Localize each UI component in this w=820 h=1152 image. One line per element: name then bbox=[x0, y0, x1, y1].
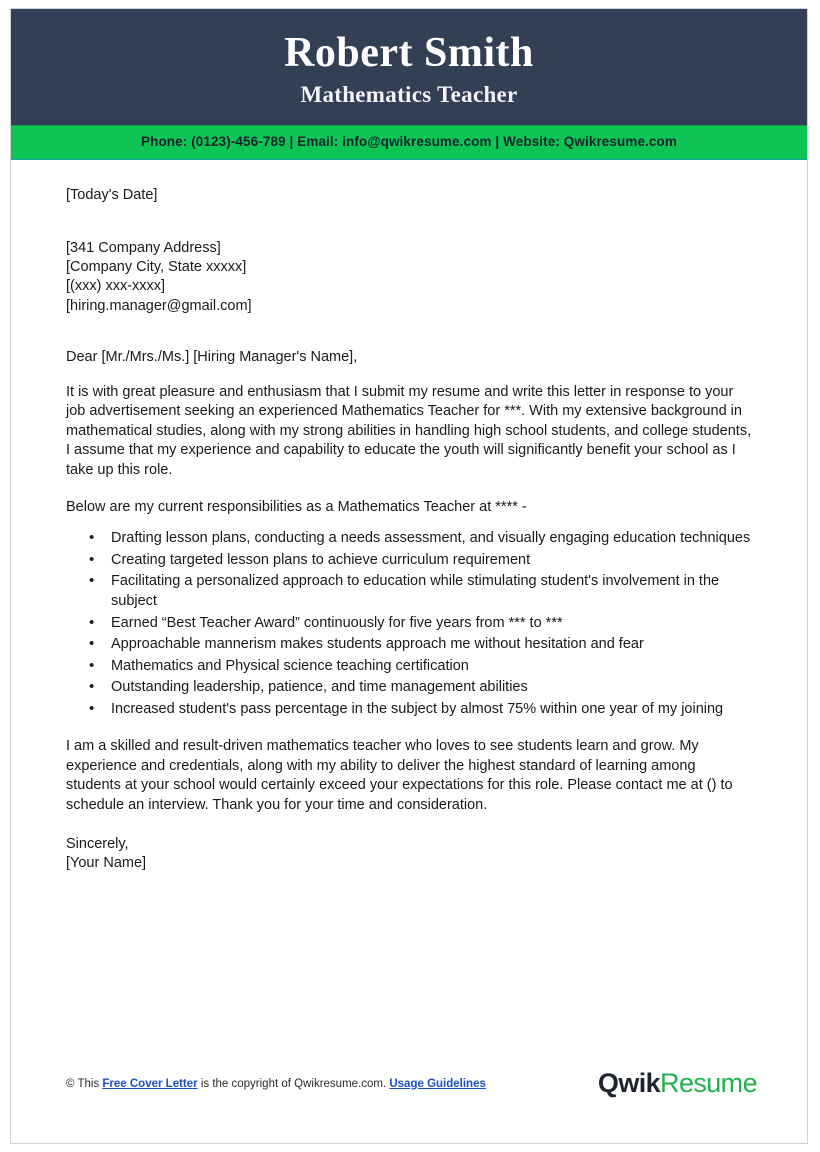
page-footer bbox=[11, 1068, 807, 1099]
list-item: • Creating targeted lesson plans to achieve curriculum requirement bbox=[111, 551, 752, 571]
applicant-job-title: Mathematics Teacher bbox=[300, 82, 518, 108]
recipient-street: [341 Company Address] bbox=[66, 239, 221, 256]
recipient-email: [hiring.manager@gmail.com] bbox=[66, 297, 252, 314]
opening-paragraph: It is with great pleasure and enthusiasm that I submit my resume and write this letter in response to your job advertisement seeking an experienced Mathematics Teacher for ***. With my extensive background in mathematical studies, along with my strong abilities in handling high school students, and college students, I assume that my experience and capability to educate the youth will significantly benefit your school as I take up this role. bbox=[66, 384, 752, 478]
qwikresume-logo bbox=[598, 1068, 757, 1099]
letter-body bbox=[11, 160, 807, 874]
signature-name: [Your Name] bbox=[66, 855, 147, 872]
letter-date: [Today's Date] bbox=[66, 186, 158, 203]
responsibilities-list bbox=[66, 529, 752, 719]
list-item: • Increased student's pass percentage in the subject by almost 75% within one year of my joining bbox=[111, 700, 752, 720]
closing-paragraph: I am a skilled and result-driven mathematics teacher who loves to see students learn and grow. My experience and credentials, along with my ability to deliver the highest standard of learning among students at your school would certainly exceed your expectations for this role. Please contact me at () to schedule an interview. Thank you for your time and consideration. bbox=[66, 738, 733, 813]
list-item: • Mathematics and Physical science teaching certification bbox=[111, 657, 752, 677]
copyright-notice bbox=[66, 1078, 486, 1090]
usage-guidelines-link[interactable]: Usage Guidelines bbox=[389, 1077, 486, 1090]
salutation: Dear [Mr./Mrs./Ms.] [Hiring Manager's Name], bbox=[66, 348, 358, 365]
copyright-prefix: © This bbox=[66, 1077, 103, 1090]
responsibilities-intro: Below are my current responsibilities as a Mathematics Teacher at **** - bbox=[66, 499, 527, 516]
list-item: • Facilitating a personalized approach to education while stimulating student's involvement in the subject bbox=[111, 572, 752, 611]
copyright-middle: is the copyright of Qwikresume.com. bbox=[197, 1077, 390, 1090]
list-item: • Outstanding leadership, patience, and time management abilities bbox=[111, 678, 752, 698]
header-banner bbox=[11, 9, 807, 125]
list-item: • Earned “Best Teacher Award” continuously for five years from *** to *** bbox=[111, 614, 752, 634]
free-cover-letter-link[interactable]: Free Cover Letter bbox=[102, 1077, 198, 1090]
contact-banner bbox=[11, 125, 807, 160]
cover-letter-page bbox=[10, 8, 808, 1144]
applicant-name: Robert Smith bbox=[284, 30, 534, 76]
list-item: • Drafting lesson plans, conducting a needs assessment, and visually engaging education techniques bbox=[111, 529, 752, 549]
recipient-city-state: [Company City, State xxxxx] bbox=[66, 259, 247, 276]
recipient-phone: [(xxx) xxx-xxxx] bbox=[66, 278, 166, 295]
recipient-address-block bbox=[66, 239, 752, 316]
logo-text-qwik: Qwik bbox=[597, 1068, 661, 1098]
contact-line: Phone: (0123)-456-789 | Email: info@qwikresume.com | Website: Qwikresume.com bbox=[141, 133, 677, 149]
logo-text-resume: Resume bbox=[660, 1068, 757, 1098]
list-item: • Approachable mannerism makes students approach me without hesitation and fear bbox=[111, 635, 752, 655]
signoff: Sincerely, bbox=[66, 836, 129, 853]
